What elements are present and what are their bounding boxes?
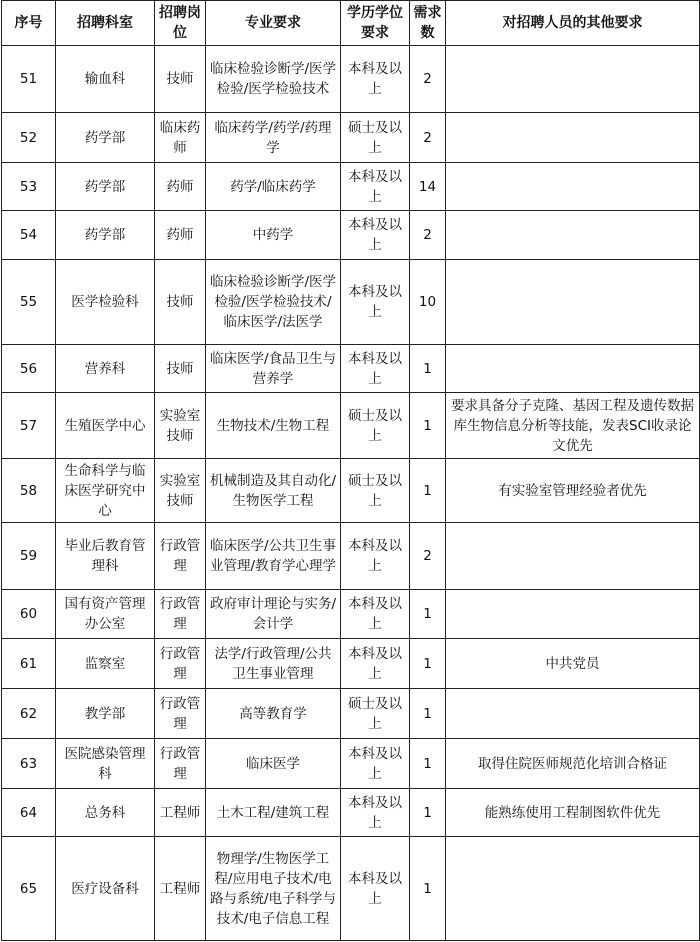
cell-no: 64 bbox=[2, 789, 56, 837]
table-row bbox=[2, 590, 700, 639]
cell-count: 1 bbox=[410, 837, 446, 941]
header-degree: 学历学位要求 bbox=[341, 1, 410, 46]
cell-other bbox=[446, 523, 700, 590]
cell-count: 1 bbox=[410, 459, 446, 523]
cell-dept: 医疗设备科 bbox=[56, 837, 155, 941]
cell-major: 中药学 bbox=[206, 211, 341, 260]
cell-dept: 生命科学与临床医学研究中心 bbox=[56, 459, 155, 523]
cell-dept: 国有资产管理办公室 bbox=[56, 590, 155, 639]
cell-count: 1 bbox=[410, 739, 446, 789]
cell-dept: 医学检验科 bbox=[56, 260, 155, 345]
cell-no: 61 bbox=[2, 639, 56, 689]
cell-dept: 营养科 bbox=[56, 345, 155, 393]
cell-post: 实验室技师 bbox=[155, 393, 206, 459]
cell-other: 取得住院医师规范化培训合格证 bbox=[446, 739, 700, 789]
cell-dept: 毕业后教育管理科 bbox=[56, 523, 155, 590]
cell-count: 2 bbox=[410, 46, 446, 113]
cell-no: 60 bbox=[2, 590, 56, 639]
cell-post: 药师 bbox=[155, 163, 206, 211]
cell-post: 工程师 bbox=[155, 789, 206, 837]
cell-other bbox=[446, 46, 700, 113]
table-row bbox=[2, 163, 700, 211]
cell-count: 1 bbox=[410, 393, 446, 459]
cell-dept: 总务科 bbox=[56, 789, 155, 837]
cell-other bbox=[446, 689, 700, 739]
recruitment-table bbox=[1, 0, 700, 941]
cell-major: 临床医学/食品卫生与营养学 bbox=[206, 345, 341, 393]
header-dept: 招聘科室 bbox=[56, 1, 155, 46]
cell-count: 1 bbox=[410, 639, 446, 689]
cell-major: 法学/行政管理/公共卫生事业管理 bbox=[206, 639, 341, 689]
cell-other bbox=[446, 590, 700, 639]
cell-other bbox=[446, 163, 700, 211]
header-post: 招聘岗位 bbox=[155, 1, 206, 46]
cell-other: 中共党员 bbox=[446, 639, 700, 689]
cell-post: 行政管理 bbox=[155, 739, 206, 789]
cell-other bbox=[446, 837, 700, 941]
cell-post: 临床药师 bbox=[155, 113, 206, 163]
cell-major: 物理学/生物医学工程/应用电子技术/电路与系统/电子科学与技术/电子信息工程 bbox=[206, 837, 341, 941]
cell-dept: 生殖医学中心 bbox=[56, 393, 155, 459]
cell-degree: 本科及以上 bbox=[341, 837, 410, 941]
cell-degree: 本科及以上 bbox=[341, 345, 410, 393]
cell-major: 政府审计理论与实务/会计学 bbox=[206, 590, 341, 639]
cell-no: 51 bbox=[2, 46, 56, 113]
cell-other bbox=[446, 211, 700, 260]
cell-other: 能熟练使用工程制图软件优先 bbox=[446, 789, 700, 837]
cell-count: 1 bbox=[410, 689, 446, 739]
header-other: 对招聘人员的其他要求 bbox=[446, 1, 700, 46]
cell-dept: 药学部 bbox=[56, 113, 155, 163]
cell-other: 有实验室管理经验者优先 bbox=[446, 459, 700, 523]
cell-no: 63 bbox=[2, 739, 56, 789]
cell-degree: 本科及以上 bbox=[341, 789, 410, 837]
cell-post: 行政管理 bbox=[155, 689, 206, 739]
cell-degree: 硕士及以上 bbox=[341, 689, 410, 739]
table-row bbox=[2, 689, 700, 739]
cell-post: 行政管理 bbox=[155, 639, 206, 689]
cell-count: 1 bbox=[410, 789, 446, 837]
cell-other: 要求具备分子克隆、基因工程及遗传数据库生物信息分析等技能，发表SCI收录论文优先 bbox=[446, 393, 700, 459]
cell-major: 土木工程/建筑工程 bbox=[206, 789, 341, 837]
cell-major: 临床检验诊断学/医学检验/医学检验技术 bbox=[206, 46, 341, 113]
cell-dept: 药学部 bbox=[56, 211, 155, 260]
cell-count: 1 bbox=[410, 590, 446, 639]
cell-no: 52 bbox=[2, 113, 56, 163]
header-major: 专业要求 bbox=[206, 1, 341, 46]
cell-major: 高等教育学 bbox=[206, 689, 341, 739]
cell-post: 实验室技师 bbox=[155, 459, 206, 523]
cell-degree: 硕士及以上 bbox=[341, 393, 410, 459]
cell-degree: 本科及以上 bbox=[341, 46, 410, 113]
table-row bbox=[2, 739, 700, 789]
table-row bbox=[2, 639, 700, 689]
cell-no: 56 bbox=[2, 345, 56, 393]
cell-degree: 硕士及以上 bbox=[341, 113, 410, 163]
cell-no: 59 bbox=[2, 523, 56, 590]
cell-post: 工程师 bbox=[155, 837, 206, 941]
cell-other bbox=[446, 345, 700, 393]
cell-post: 行政管理 bbox=[155, 523, 206, 590]
cell-no: 54 bbox=[2, 211, 56, 260]
cell-post: 行政管理 bbox=[155, 590, 206, 639]
table-row bbox=[2, 211, 700, 260]
cell-degree: 本科及以上 bbox=[341, 590, 410, 639]
cell-degree: 本科及以上 bbox=[341, 739, 410, 789]
cell-dept: 监察室 bbox=[56, 639, 155, 689]
cell-dept: 输血科 bbox=[56, 46, 155, 113]
cell-dept: 药学部 bbox=[56, 163, 155, 211]
header-row bbox=[2, 1, 700, 46]
table-row bbox=[2, 46, 700, 113]
cell-major: 生物技术/生物工程 bbox=[206, 393, 341, 459]
cell-other bbox=[446, 260, 700, 345]
cell-post: 技师 bbox=[155, 46, 206, 113]
cell-count: 2 bbox=[410, 113, 446, 163]
cell-count: 14 bbox=[410, 163, 446, 211]
cell-dept: 医院感染管理科 bbox=[56, 739, 155, 789]
cell-degree: 本科及以上 bbox=[341, 260, 410, 345]
table-row bbox=[2, 345, 700, 393]
cell-count: 2 bbox=[410, 523, 446, 590]
cell-major: 药学/临床药学 bbox=[206, 163, 341, 211]
cell-major: 临床医学 bbox=[206, 739, 341, 789]
table-row bbox=[2, 523, 700, 590]
cell-no: 65 bbox=[2, 837, 56, 941]
cell-count: 2 bbox=[410, 211, 446, 260]
header-no: 序号 bbox=[2, 1, 56, 46]
cell-major: 临床医学/公共卫生事业管理/教育学心理学 bbox=[206, 523, 341, 590]
cell-no: 62 bbox=[2, 689, 56, 739]
cell-other bbox=[446, 113, 700, 163]
cell-degree: 本科及以上 bbox=[341, 523, 410, 590]
cell-degree: 本科及以上 bbox=[341, 163, 410, 211]
cell-post: 技师 bbox=[155, 345, 206, 393]
cell-major: 临床药学/药学/药理学 bbox=[206, 113, 341, 163]
table-row bbox=[2, 393, 700, 459]
cell-dept: 教学部 bbox=[56, 689, 155, 739]
table-row bbox=[2, 789, 700, 837]
cell-degree: 本科及以上 bbox=[341, 211, 410, 260]
table-row bbox=[2, 837, 700, 941]
table-row bbox=[2, 459, 700, 523]
table-row bbox=[2, 260, 700, 345]
cell-count: 1 bbox=[410, 345, 446, 393]
cell-degree: 本科及以上 bbox=[341, 639, 410, 689]
table-row bbox=[2, 113, 700, 163]
cell-major: 机械制造及其自动化/生物医学工程 bbox=[206, 459, 341, 523]
cell-count: 10 bbox=[410, 260, 446, 345]
cell-no: 55 bbox=[2, 260, 56, 345]
cell-no: 57 bbox=[2, 393, 56, 459]
cell-no: 58 bbox=[2, 459, 56, 523]
header-count: 需求数 bbox=[410, 1, 446, 46]
cell-no: 53 bbox=[2, 163, 56, 211]
cell-major: 临床检验诊断学/医学检验/医学检验技术/临床医学/法医学 bbox=[206, 260, 341, 345]
cell-degree: 硕士及以上 bbox=[341, 459, 410, 523]
cell-post: 技师 bbox=[155, 260, 206, 345]
cell-post: 药师 bbox=[155, 211, 206, 260]
